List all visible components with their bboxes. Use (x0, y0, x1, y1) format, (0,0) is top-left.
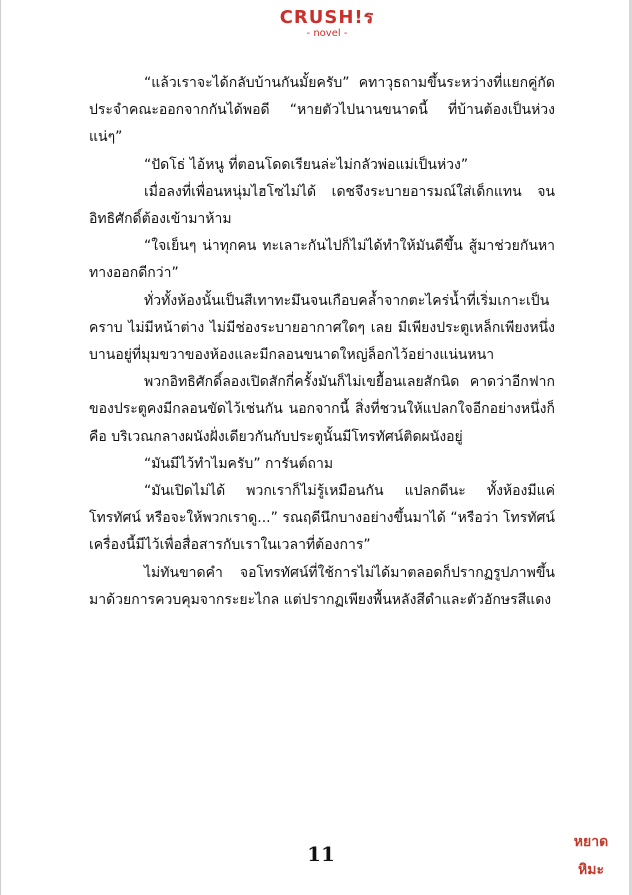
publisher-logo (267, 8, 387, 40)
paragraph: พวกอิทธิศักดิ์ลองเปิดสักกี่ครั้งมันก็ไม่เขยื้อนเลยสักนิด คาดว่าอีกฟากของประตูคงมีกลอนขัดไว้เช่นกัน นอกจากนี้ สิ่งที่ชวนให้แปลกใจอีกอย่างหนึ่งก็คือ บริเวณกลางผนังฝั่งเดียวกันกับประตูนั้นมีโทรทัศน์ติดผนังอยู่ (89, 374, 555, 445)
paragraph: เมื่อลงที่เพื่อนหนุ่มไฮโซไม่ได้ เดชจึงระบายอารมณ์ใส่เด็กแทน จนอิทธิศักดิ์ต้องเข้ามาห้าม (89, 183, 555, 228)
paragraph: “มันมีไว้ทำไมครับ” การันต์ถาม (144, 455, 334, 472)
logo-main-text: CRUSH! (279, 7, 364, 28)
logo-subtitle: - novel - (306, 28, 348, 39)
paragraph: “มันเปิดไม่ได้ พวกเราก็ไม่รู้เหมือนกัน แปลกดีนะ ทั้งห้องมีแค่โทรทัศน์ หรือจะให้พวกเราดู...” รณฤดีนึกบางอย่างขึ้นมาได้ “หรือว่า โทรทัศน์เครื่องนี้มีไว้เพื่อสื่อสารกับเราในเวลาที่ต้องการ” (89, 483, 555, 554)
author-line-2: หิมะ (578, 862, 604, 878)
author-line-1: หยาด (573, 834, 609, 850)
paragraph: “แล้วเราจะได้กลับบ้านกันมั้ยครับ” คทาวุธถามขึ้นระหว่างที่แยกคู่กัดประจำคณะออกจากกันได้พอดี “หายตัวไปนานขนาดนี้ ที่บ้านต้องเป็นห่วงแน่ๆ” (89, 75, 555, 146)
paragraph: ไม่ทันขาดคำ จอโทรทัศน์ที่ใช้การไม่ได้มาตลอดก็ปรากฏรูปภาพขึ้นมาด้วยการควบคุมจากระยะไกล แต่ปรากฏเพียงพื้นหลังสีดำและตัวอักษรสีแดง (89, 564, 555, 608)
author-name (561, 828, 621, 884)
logo-mark: ร (363, 7, 375, 28)
paragraph: “ใจเย็นๆ น่าทุกคน ทะเลาะกันไปก็ไม่ได้ทำให้มันดีขึ้น สู้มาช่วยกันหาทางออกดีกว่า” (89, 238, 555, 282)
body-text (89, 70, 555, 614)
paragraph: ทั่วทั้งห้องนั้นเป็นสีเทาทะมึนจนเกือบคล้ำจากตะไคร่น้ำที่เริ่มเกาะเป็นคราบ ไม่มีหน้าต่าง ไม่มีช่องระบายอากาศใดๆ เลย มีเพียงประตูเหล็กเพียงหนึ่งบานอยู่ที่มุมขวาของห้องและมีกลอนขนาดใหญ่ล็อกไว้อย่างแน่นหนา (89, 292, 555, 364)
paragraph: “ปัดโธ่ ไอ้หนู ที่ตอนโดดเรียนล่ะไม่กลัวพ่อแม่เป็นห่วง” (144, 156, 469, 173)
page-number: 11 (307, 842, 335, 866)
logo-title (267, 8, 387, 28)
